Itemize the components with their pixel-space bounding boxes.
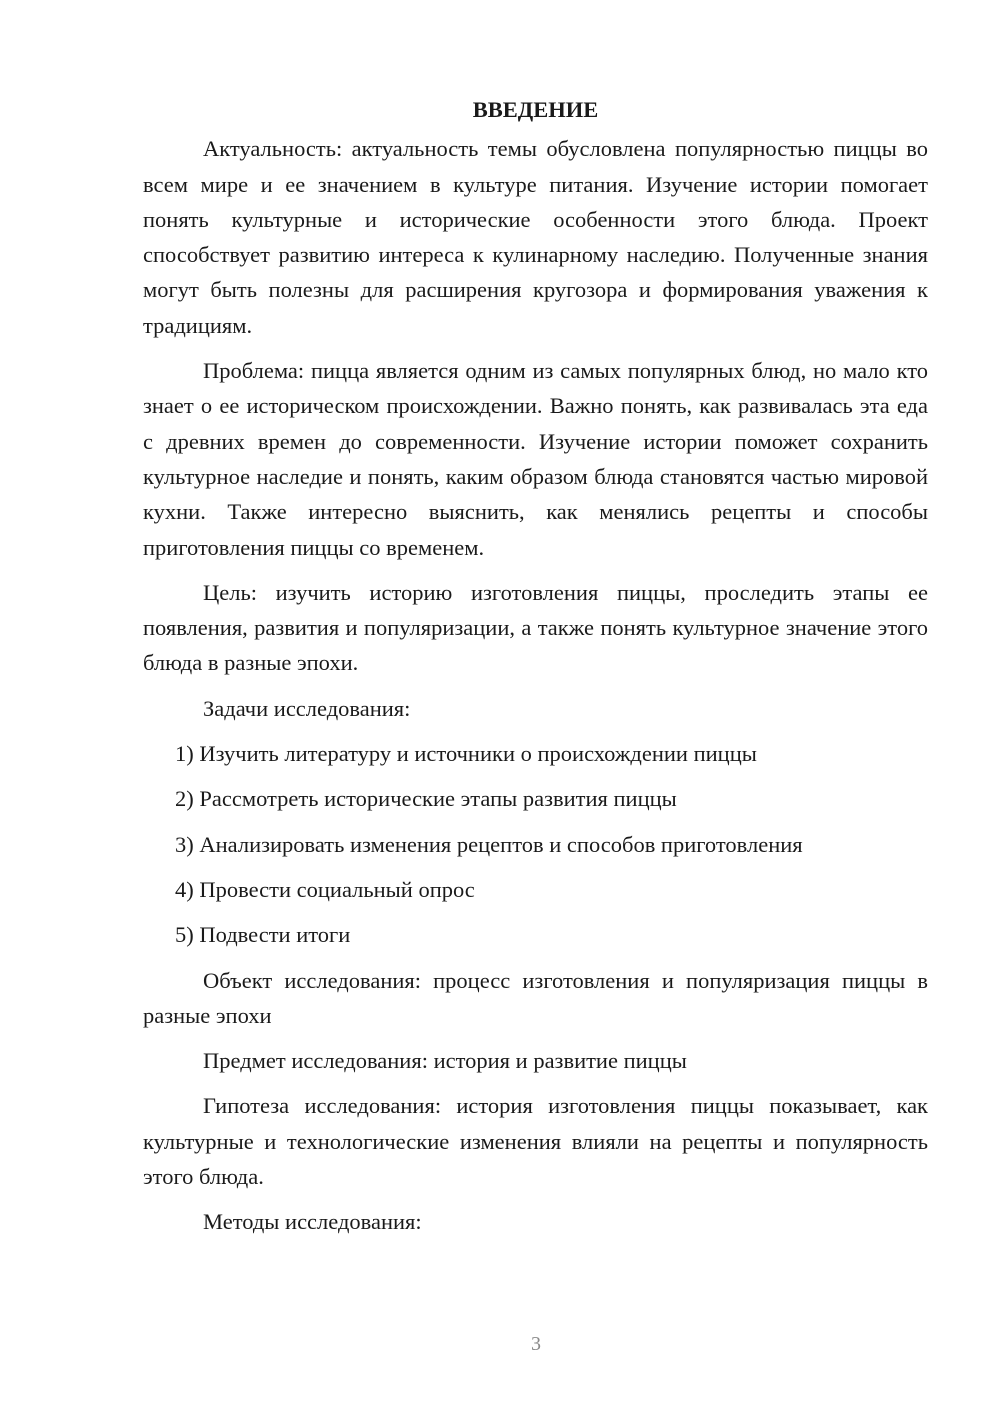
task-item: 3) Анализировать изменения рецептов и способов приготовления xyxy=(175,831,803,857)
task-item: 1) Изучить литературу и источники о происхождении пиццы xyxy=(175,741,757,767)
task-item: 4) Провести социальный опрос xyxy=(175,876,475,902)
task-item: 2) Рассмотреть исторические этапы развития пиццы xyxy=(175,786,677,812)
task-item: 5) Подвести итоги xyxy=(175,922,351,948)
page-number: 3 xyxy=(531,1333,541,1355)
methods-heading: Методы исследования: xyxy=(203,1209,422,1235)
problem-paragraph: Проблема: пицца является одним из самых популярных блюд, но мало кто знает о ее историческом происхождении. Важно понять, как развивалась эта еда с древних времен до современности. Изучение истории поможет сохранить культурное наследие и понять, каким образом блюда становятся частью мировой кухни. Также интересно выяснить, как менялись рецепты и способы приготовления пиццы со временем. xyxy=(143,358,928,560)
document-page xyxy=(143,92,928,1250)
hypothesis-paragraph: Гипотеза исследования: история изготовления пиццы показывает, как культурные и технологические изменения влияли на рецепты и популярность этого блюда. xyxy=(143,1093,928,1190)
goal-paragraph: Цель: изучить историю изготовления пиццы, проследить этапы ее появления, развития и популяризации, а также понять культурное значение этого блюда в разные эпохи. xyxy=(143,579,928,676)
tasks-heading: Задачи исследования: xyxy=(203,695,411,721)
subject-paragraph: Предмет исследования: история и развитие пиццы xyxy=(203,1048,687,1074)
relevance-paragraph: Актуальность: актуальность темы обусловлена популярностью пиццы во всем мире и ее значением в культуре питания. Изучение истории помогает понять культурные и исторические особенности этого блюда. Проект способствует развитию интереса к кулинарному наследию. Полученные знания могут быть полезны для расширения кругозора и формирования уважения к традициям. xyxy=(143,136,928,338)
section-title: ВВЕДЕНИЕ xyxy=(472,97,599,122)
object-paragraph: Объект исследования: процесс изготовления и популяризация пиццы в разные эпохи xyxy=(143,967,928,1028)
tasks-list xyxy=(143,736,928,952)
